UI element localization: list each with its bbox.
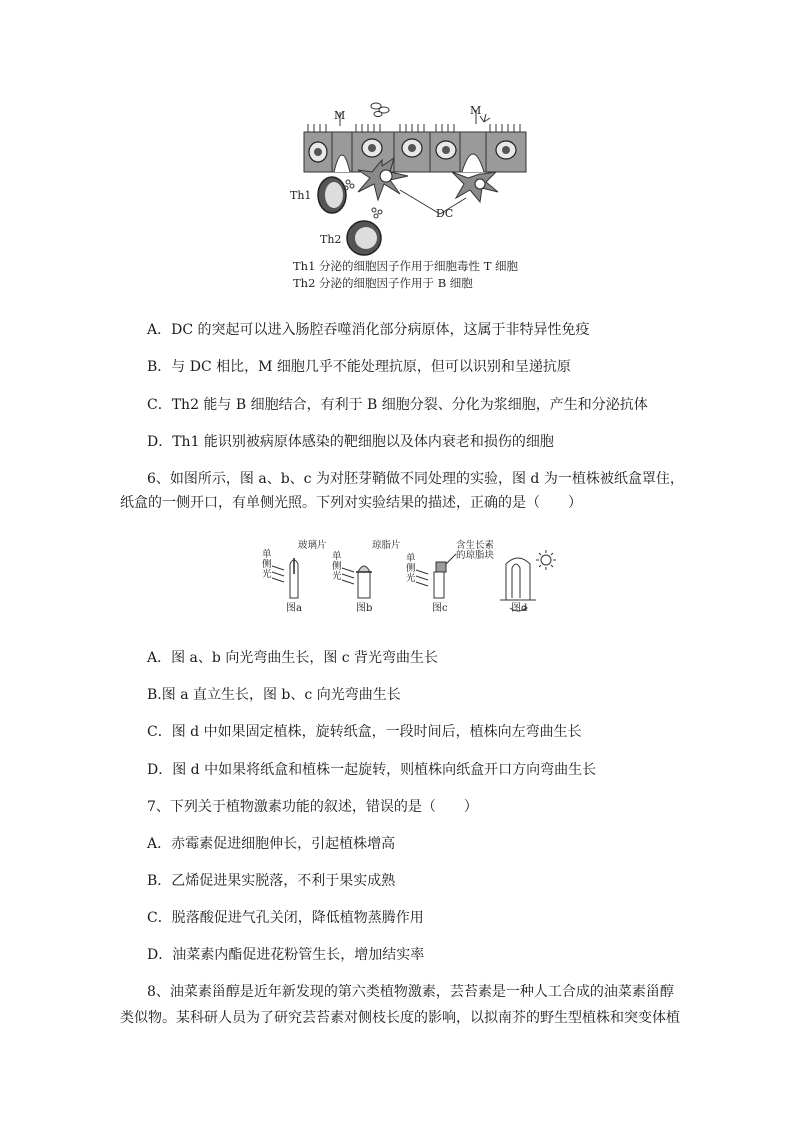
label-dc: DC	[436, 207, 454, 220]
fig-a-label: 图a	[286, 603, 302, 614]
fig-d-label: 图d	[511, 603, 528, 614]
q6-option-b: B.图 a 直立生长，图 b、c 向光弯曲生长	[147, 687, 401, 703]
light-label-a: 单侧光	[262, 549, 272, 580]
q7-option-d: D．油菜素内酯促进花粉管生长，增加结实率	[147, 947, 425, 963]
figure-caption-1: Th1 分泌的细胞因子作用于细胞毒性 T 细胞	[293, 259, 519, 273]
fig-b-label: 图b	[356, 603, 373, 614]
label-m-right: M	[470, 104, 482, 117]
q5-option-b: B．与 DC 相比，M 细胞几乎不能处理抗原，但可以识别和呈递抗原	[147, 359, 571, 375]
q7-option-c: C．脱落酸促进气孔关闭，降低植物蒸腾作用	[147, 910, 424, 926]
q5-option-a: A．DC 的突起可以进入肠腔吞噬消化部分病原体，这属于非特异性免疫	[147, 322, 590, 338]
q7-stem: 7、下列关于植物激素功能的叙述，错误的是（ ）	[147, 799, 478, 815]
q6-option-d: D．图 d 中如果将纸盒和植株一起旋转，则植株向纸盒开口方向弯曲生长	[147, 762, 597, 778]
q6-option-c: C．图 d 中如果固定植株，旋转纸盒，一段时间后，植株向左弯曲生长	[147, 724, 582, 740]
q8-stem-line-1: 8、油菜素甾醇是近年新发现的第六类植物激素，芸苔素是一种人工合成的油菜素甾醇	[147, 984, 674, 1000]
auxin-label-2: 的琼脂块	[456, 550, 495, 561]
light-label-b: 单侧光	[332, 551, 342, 582]
q7-option-b: B．乙烯促进果实脱落，不利于果实成熟	[147, 873, 396, 889]
auxin-label-1: 含生长素	[456, 540, 495, 551]
glass-label: 玻璃片	[298, 540, 327, 551]
q5-option-c: C．Th2 能与 B 细胞结合，有利于 B 细胞分裂、分化为浆细胞，产生和分泌抗体	[147, 397, 648, 413]
q8-stem-line-2: 类似物。某科研人员为了研究芸苔素对侧枝长度的影响，以拟南芥的野生型植株和突变体植	[120, 1010, 680, 1026]
fig-c-label: 图c	[432, 603, 448, 614]
coleoptile-figure	[260, 538, 560, 618]
figure-caption-2: Th2 分泌的细胞因子作用于 B 细胞	[293, 276, 473, 290]
label-m-left: M	[334, 109, 346, 122]
label-th1: Th1	[290, 189, 312, 202]
immune-figure	[290, 100, 530, 258]
q6-option-a: A．图 a、b 向光弯曲生长，图 c 背光弯曲生长	[147, 650, 439, 666]
q5-option-d: D．Th1 能识别被病原体感染的靶细胞以及体内衰老和损伤的细胞	[147, 434, 554, 450]
light-label-c: 单侧光	[406, 553, 416, 584]
q6-stem-line-2: 纸盒的一侧开口，有单侧光照。下列对实验结果的描述，正确的是（ ）	[120, 495, 582, 511]
mica-label: 琼脂片	[372, 540, 401, 551]
label-th2: Th2	[320, 233, 342, 246]
q7-option-a: A．赤霉素促进细胞伸长，引起植株增高	[147, 836, 396, 852]
q6-stem-line-1: 6、如图所示，图 a、b、c 为对胚芽鞘做不同处理的实验，图 d 为一植株被纸盒罩住，	[147, 471, 684, 487]
